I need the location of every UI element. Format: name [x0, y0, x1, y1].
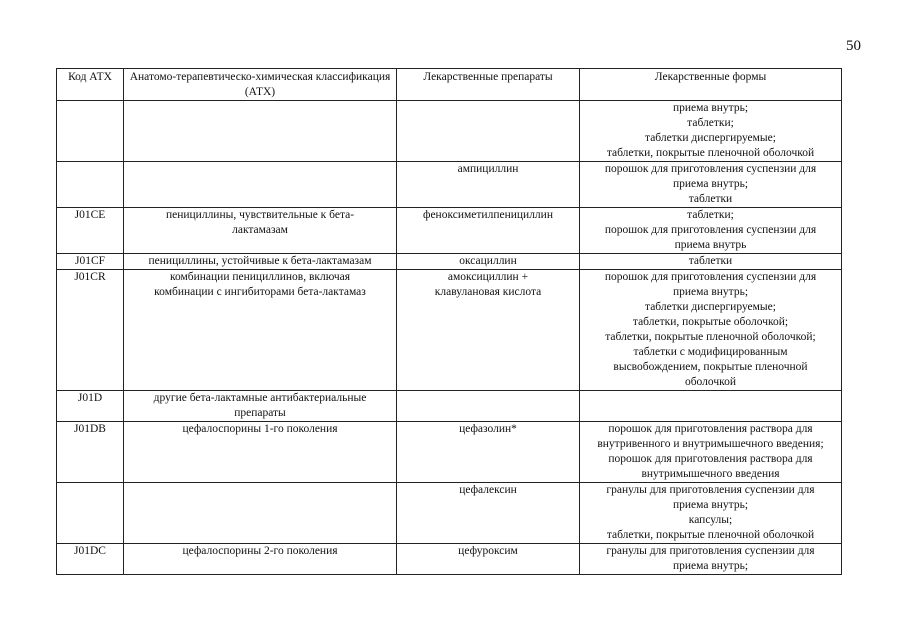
cell-forms [580, 254, 842, 270]
cell-drug-line: цефалексин [459, 484, 517, 496]
cell-forms-line: таблетки, покрытые пленочной оболочкой [606, 529, 815, 541]
cell-classification-line: пенициллины, чувствительные к бета- [165, 209, 355, 221]
cell-forms-line: приема внутрь; [672, 499, 749, 511]
header-classification: Анатомо-терапевтическо-химическая классификация (АТХ) [124, 69, 397, 101]
cell-forms-line: таблетки диспергируемые; [645, 132, 776, 144]
cell-classification [124, 391, 397, 422]
header-drugs: Лекарственные препараты [397, 69, 580, 101]
table-row [57, 162, 842, 208]
cell-forms-line: таблетки; [687, 117, 734, 129]
page-number: 50 [846, 38, 861, 54]
cell-forms-line: гранулы для приготовления суспензии для [606, 545, 815, 557]
cell-forms-line: таблетки, покрытые оболочкой; [632, 316, 789, 328]
cell-drug-line: оксациллин [459, 255, 517, 267]
cell-forms-line: таблетки диспергируемые; [645, 301, 776, 313]
cell-classification [124, 254, 397, 270]
cell-forms-line: приема внутрь; [672, 286, 749, 298]
cell-code: J01CR [57, 270, 124, 391]
cell-forms-line: таблетки с модифицированным [633, 346, 788, 358]
cell-forms-line: приема внутрь; [672, 178, 749, 190]
cell-forms [580, 208, 842, 254]
cell-code: J01DC [57, 544, 124, 575]
cell-forms [580, 270, 842, 391]
cell-drug [397, 391, 580, 422]
cell-forms [580, 391, 842, 422]
cell-forms-line: внутримышечного введения [641, 468, 780, 480]
cell-forms-line: высвобождением, покрытые пленочной [613, 361, 808, 373]
cell-drug-line: ампициллин [457, 163, 519, 175]
cell-forms-line: порошок для приготовления суспензии для [604, 163, 817, 175]
table-body [57, 101, 842, 575]
cell-code: J01CF [57, 254, 124, 270]
cell-classification-line: препараты [234, 407, 286, 419]
atc-drug-table [56, 68, 842, 575]
cell-classification-line: цефалоспорины 1-го поколения [182, 423, 338, 435]
cell-code [57, 483, 124, 544]
cell-forms-line: таблетки, покрытые пленочной оболочкой [606, 147, 815, 159]
cell-classification-line: цефалоспорины 2-го поколения [182, 545, 338, 557]
table-row [57, 483, 842, 544]
cell-forms [580, 422, 842, 483]
cell-classification [124, 270, 397, 391]
cell-drug [397, 208, 580, 254]
cell-forms-line: порошок для приготовления суспензии для [604, 224, 817, 236]
cell-forms-line: порошок для приготовления суспензии для [604, 271, 817, 283]
cell-drug [397, 162, 580, 208]
cell-drug-line: клавулановая кислота [434, 286, 542, 298]
cell-forms-line: таблетки, покрытые пленочной оболочкой; [605, 331, 816, 343]
cell-classification-line: другие бета-лактамные антибактериальные [153, 392, 367, 404]
table-row [57, 208, 842, 254]
cell-forms [580, 483, 842, 544]
cell-drug-line: феноксиметилпенициллин [423, 209, 553, 221]
cell-drug-line: амоксициллин + [447, 271, 529, 283]
cell-forms-line: приема внутрь [674, 239, 747, 251]
cell-drug [397, 544, 580, 575]
cell-forms-line: порошок для приготовления раствора для [608, 453, 813, 465]
cell-drug [397, 254, 580, 270]
cell-drug [397, 101, 580, 162]
cell-forms-line: оболочкой [684, 376, 737, 388]
cell-forms-line: капсулы; [688, 514, 733, 526]
cell-classification [124, 162, 397, 208]
cell-forms-line: порошок для приготовления раствора для [608, 423, 813, 435]
cell-classification [124, 101, 397, 162]
cell-drug-line: цефуроксим [458, 545, 518, 557]
cell-forms [580, 544, 842, 575]
cell-code: J01DB [57, 422, 124, 483]
cell-classification [124, 544, 397, 575]
cell-forms [580, 162, 842, 208]
cell-forms-line: таблетки; [687, 209, 734, 221]
table-row [57, 391, 842, 422]
table-row [57, 422, 842, 483]
cell-code: J01D [57, 391, 124, 422]
cell-drug [397, 422, 580, 483]
cell-forms-line: приема внутрь; [672, 102, 749, 114]
cell-classification-line: пенициллины, устойчивые к бета-лактамазам [148, 255, 372, 267]
cell-code: J01CE [57, 208, 124, 254]
table-header-row [57, 69, 842, 101]
cell-forms-line: таблетки [688, 255, 733, 267]
header-code: Код АТХ [57, 69, 124, 101]
header-forms: Лекарственные формы [580, 69, 842, 101]
cell-classification-line: комбинации с ингибиторами бета-лактамаз [154, 286, 366, 298]
cell-forms-line: приема внутрь; [672, 560, 749, 572]
cell-drug [397, 483, 580, 544]
cell-forms-line: таблетки [688, 193, 733, 205]
cell-forms [580, 101, 842, 162]
cell-classification [124, 483, 397, 544]
cell-drug [397, 270, 580, 391]
table-row [57, 544, 842, 575]
cell-code [57, 101, 124, 162]
cell-forms-line: гранулы для приготовления суспензии для [606, 484, 815, 496]
cell-code [57, 162, 124, 208]
cell-classification [124, 422, 397, 483]
table-row [57, 270, 842, 391]
table-row [57, 254, 842, 270]
table-row [57, 101, 842, 162]
cell-forms-line: внутривенного и внутримышечного введения; [597, 438, 824, 450]
cell-classification-line: лактамазам [232, 224, 288, 236]
cell-drug-line: цефазолин* [459, 423, 517, 435]
cell-classification [124, 208, 397, 254]
cell-classification-line: комбинации пенициллинов, включая [169, 271, 351, 283]
